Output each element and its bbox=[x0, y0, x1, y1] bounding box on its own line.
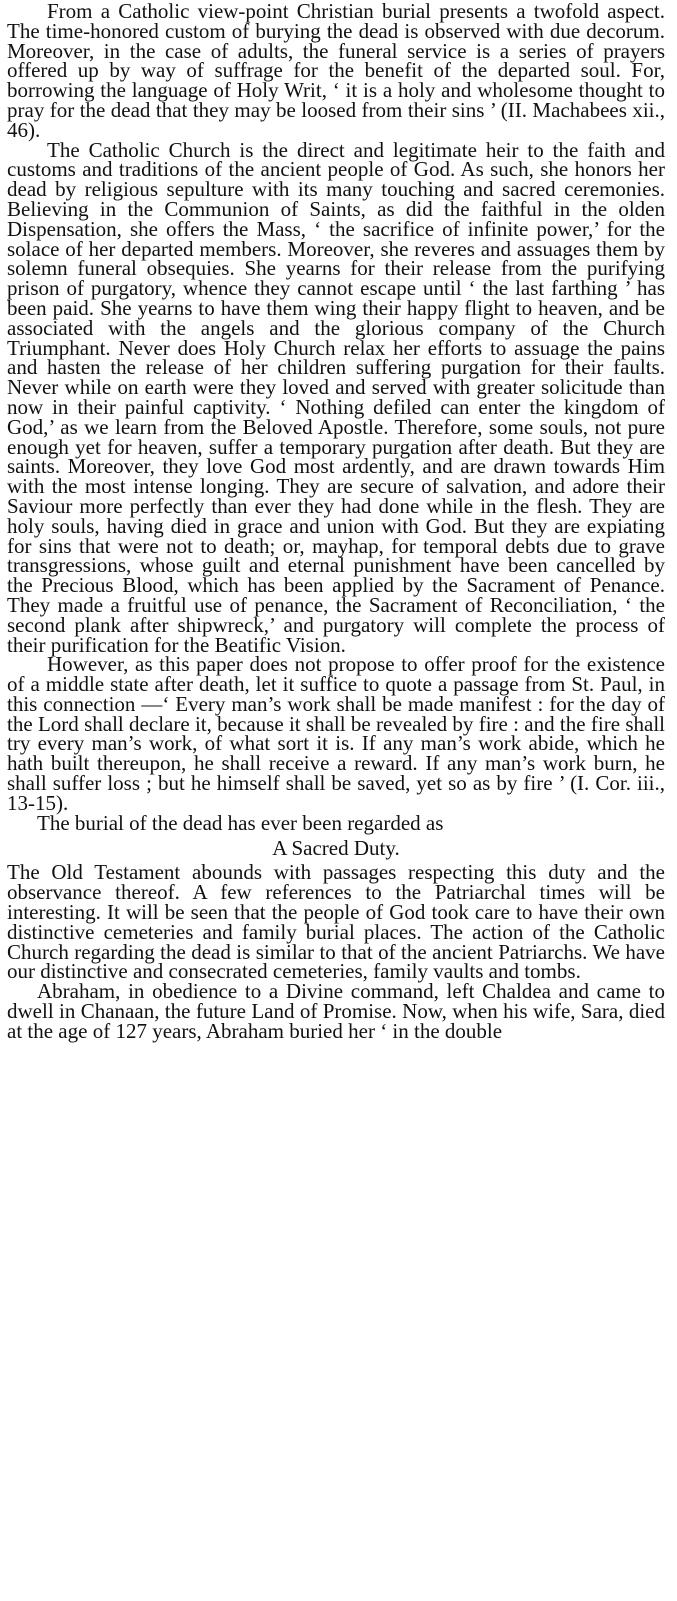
paragraph-abraham-sara-burial: Abraham, in obedience to a Divine command, left Chaldea and came to dwell in Chanaan, the future Land of Promise. Now, when his wife, Sara, died at the age of 127 years, Abraham buried her ‘ in the double bbox=[7, 979, 665, 1043]
section-subheading: A Sacred Duty. bbox=[272, 836, 400, 861]
paragraph-catholic-church-heir: The Catholic Church is the direct and legitimate heir to the faith and customs and traditions of the ancient people of God. As such, she honors her dead by religious sepulture with its many touching and sacred ceremonies. Believing in the Communion of Saints, as did the faithful in the olden Dispensation, she offers the Mass, ‘ the sacrifice of infinite power,’ for the solace of her departed members. Moreover, she reveres and assuages them by solemn funeral obsequies. She yearns for their release from the purifying prison of purgatory, whence they cannot escape until ‘ the last farthing ’ has been paid. She yearns to have them wing their happy flight to heaven, and be associated with the angels and the glorious company of the Church Triumphant. Never does Holy Church relax her efforts to assuage the pains and hasten the release of her children suffering purgation for their faults. Never while on earth were they loved and served with greater solicitude than now in their painful captivity. ‘ Nothing defiled can enter the kingdom of God,’ as we learn from the Beloved Apostle. Therefore, some souls, not pure enough yet for heaven, suffer a temporary purgation after death. But they are saints. Moreover, they love God most ardently, and are drawn towards Him with the most intense longing. They are secure of salvation, and adore their Saviour more perfectly than ever they had done while in the flesh. They are holy souls, having died in grace and union with God. But they are expiating for sins that were not to death; or, mayhap, for temporal debts due to grave transgressions, whose guilt and eternal punishment have been cancelled by the Precious Blood, which has been applied by the Sacrament of Penance. They made a fruitful use of penance, the Sacrament of Reconciliation, ‘ the second plank after shipwreck,’ and purgatory will complete the process of their purification for the Beatific Vision. bbox=[7, 137, 665, 657]
paragraph-old-testament-duty: The Old Testament abounds with passages respecting this duty and the observance thereof. A few references to the Patriarchal times will be interesting. It will be seen that the people of God took care to have their own distinctive cemeteries and family burial places. The action of the Catholic Church regarding the dead is similar to that of the ancient Patriarchs. We have our distinctive and consecrated cemeteries, family vaults and tombs. bbox=[7, 860, 665, 984]
paragraph-christian-burial-aspect: From a Catholic view-point Christian burial presents a twofold aspect. The time-honored custom of burying the dead is observed with due decorum. Moreover, in the case of adults, the funeral service is a series of prayers offered up by way of suffrage for the benefit of the departed soul. For, borrowing the language of Holy Writ, ‘ it is a holy and wholesome thought to pray for the dead that they may be loosed from their sins ’ (II. Machabees xii., 46). bbox=[7, 0, 665, 142]
paragraph-burial-regarded-as: The burial of the dead has ever been regarded as bbox=[37, 810, 444, 835]
paragraph-middle-state-st-paul: However, as this paper does not propose to offer proof for the existence of a middle state after death, let it suffice to quote a passage from St. Paul, in this connection —‘ Every man’s work shall be made manifest : for the day of the Lord shall declare it, because it shall be revealed by fire : and the fire shall try every man’s work, of what sort it is. If any man’s work abide, which he hath built thereupon, he shall receive a reward. If any man’s work burn, he shall suffer loss ; but he himself shall be saved, yet so as by fire ’ (I. Cor. iii., 13-15). bbox=[7, 652, 665, 815]
